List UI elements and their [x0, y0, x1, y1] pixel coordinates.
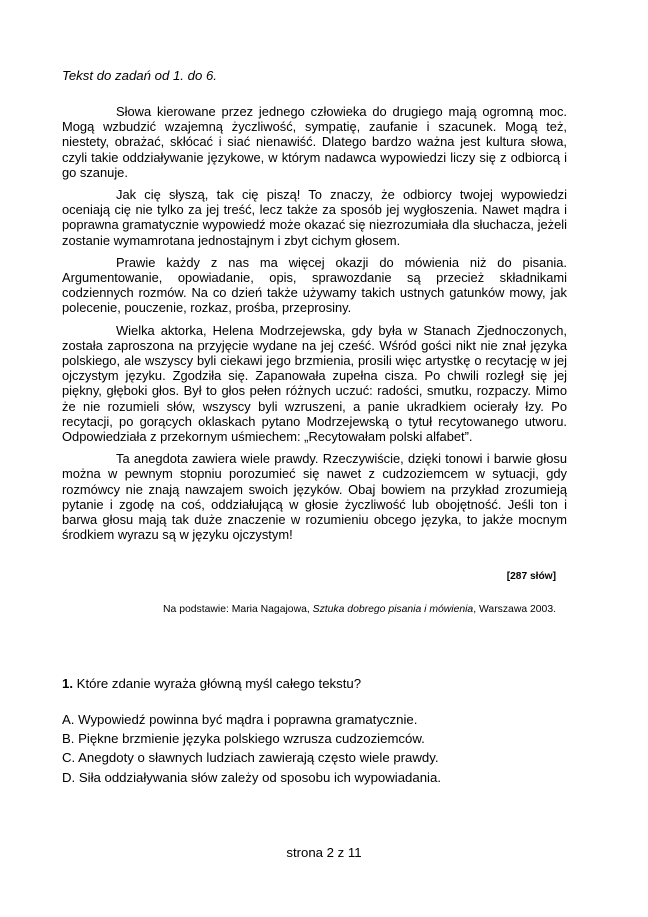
passage-paragraph-1: Słowa kierowane przez jednego człowieka do drugiego mają ogromną moc. Mogą wzbudzić wzajemną życzliwość, sympatię, zaufanie i szacunek. Mogą też, niestety, obrażać, skłócać i siać nienawiść. Dlatego bardzo ważna jest kultura słowa, czyli takie oddziaływanie językowe, w którym nadawca wypowiedzi liczy się z odbiorcą i go szanuje. — [62, 104, 567, 180]
answer-option-b: B. Piękne brzmienie języka polskiego wzrusza cudzoziemców. — [62, 731, 425, 747]
answer-options — [62, 712, 441, 789]
answer-option-c: C. Anegdoty o sławnych ludziach zawierają często wiele prawdy. — [62, 750, 439, 766]
question-1 — [62, 676, 361, 691]
passage-paragraph-3: Prawie każdy z nas ma więcej okazji do mówienia niż do pisania. Argumentowanie, opowiadanie, opis, sprawozdanie są przecież składnikami codziennych rozmów. Na co dzień także używamy takich ustnych gatunków mowy, jak polecenie, pouczenie, rozkaz, prośba, przeprosiny. — [62, 254, 567, 316]
source-title: Sztuka dobrego pisania i mówienia — [312, 604, 474, 615]
passage-paragraph-4: Wielka aktorka, Helena Modrzejewska, gdy była w Stanach Zjednoczonych, została zaproszona na przyjęcie wydane na jej cześć. Wśród gości nikt nie znał języka polskiego, ale wszyscy byli ciekawi jego brzmienia, prosili więc artystkę o recytację w jej ojczystym języku. Zgodziła się. Zapanowała zupełna cisza. Po chwili rozległ się jej piękny, głęboki głos. Był to głos pełen różnych uczuć: radości, smutku, rozpaczy. Mimo że nie rozumieli słów, wszyscy byli wzruszeni, a panie ukradkiem ocierały łzy. Po recytacji, po gorących oklaskach pytano Modrzejewską o tytuł recytowanego utworu. Odpowiedziała z przekornym uśmiechem: „Recytowałam polski alfabet”. — [62, 322, 567, 445]
passage-intro: Tekst do zadań od 1. do 6. — [62, 68, 217, 83]
question-number: 1. — [62, 676, 73, 691]
passage-paragraph-2: Jak cię słyszą, tak cię piszą! To znaczy, że odbiorcy twojej wypowiedzi oceniają cię nie tylko za jej treść, lecz także za sposób jej wygłoszenia. Nawet mądra i poprawna gramatycznie wypowiedź może okazać się niezrozumiała dla słuchacza, jeżeli zostanie wymamrotana jednostajnym i zbyt cichym głosem. — [62, 187, 567, 248]
page-number: strona 2 z 11 — [286, 845, 362, 860]
word-count: [287 słów] — [506, 571, 556, 582]
answer-option-a: A. Wypowiedź powinna być mądra i poprawna gramatycznie. — [62, 712, 418, 727]
reading-passage — [62, 104, 567, 549]
answer-option-d: D. Siła oddziaływania słów zależy od sposobu ich wypowiadania. — [62, 769, 441, 785]
source-citation — [163, 604, 556, 615]
source-prefix: Na podstawie: Maria Nagajowa, — [163, 604, 313, 615]
question-text: Które zdanie wyraża główną myśl całego tekstu? — [73, 676, 362, 691]
source-suffix: , Warszawa 2003. — [473, 604, 556, 615]
passage-paragraph-5: Ta anegdota zawiera wiele prawdy. Rzeczywiście, dzięki tonowi i barwie głosu można w pewnym stopniu porozumieć się nawet z cudzoziemcem w sytuacji, gdy rozmówcy nie znają nawzajem swoich języków. Obaj bowiem na przykład zrozumieją pytanie i zgodę na coś, oddziałującą w głosie życzliwość lub obojętność. Jeśli ton i barwa głosu mają tak duże znaczenie w rozumieniu obcego języka, to jakże mocnym środkiem wyrazu są w języku ojczystym! — [62, 451, 567, 543]
